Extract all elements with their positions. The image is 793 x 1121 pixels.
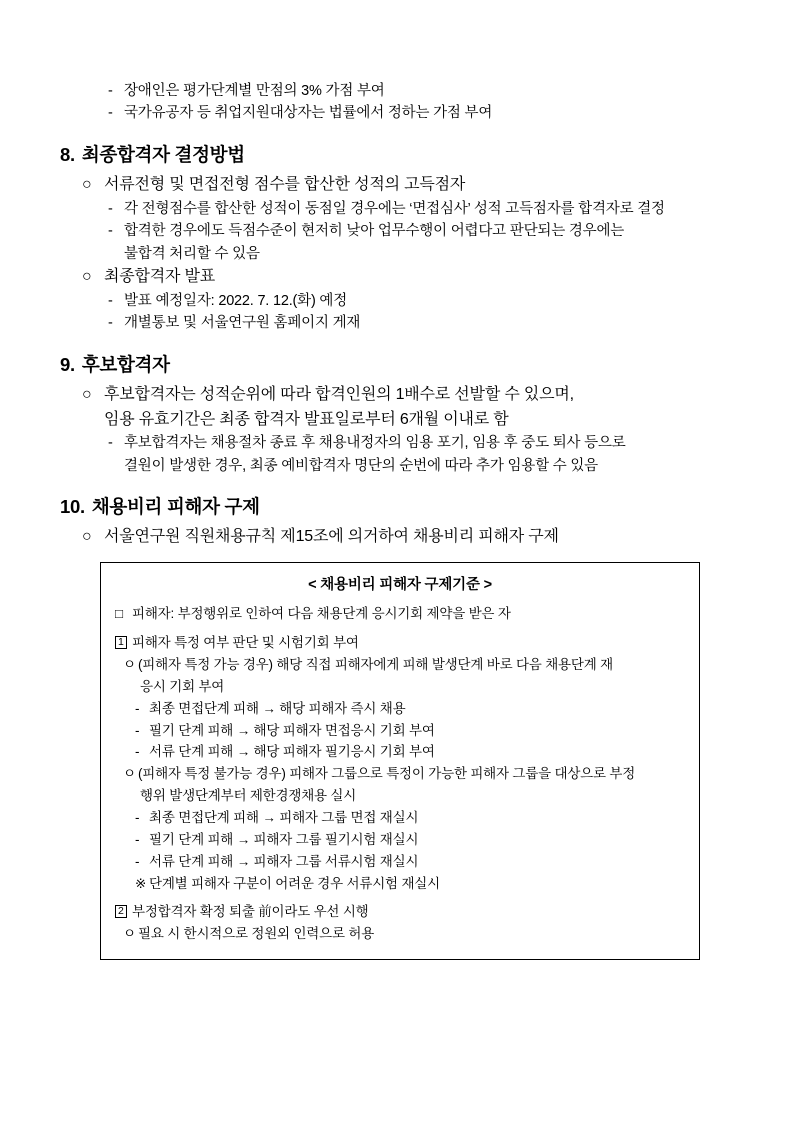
criteria-row-text: 서류 단계 피해 → 피해자 그룹 서류시험 재실시 [149,853,419,869]
criteria-row-text: 피해자 특정 여부 판단 및 시험기회 부여 [132,635,359,651]
criteria-row [123,923,685,945]
dash-marker: - [108,315,113,332]
list-item-text: 서류전형 및 면접전형 점수를 합산한 성적의 고득점자 [104,175,466,193]
list-item-text: 국가유공자 등 취업지원대상자는 법률에서 정하는 가점 부여 [124,105,493,122]
section-number: 8. [60,143,75,165]
circle-marker: ○ [82,385,92,403]
list-item [82,383,740,408]
criteria-row-continuation [140,785,685,807]
dash-marker: - [135,831,140,847]
section-title: 후보합격자 [81,353,170,375]
small-circle-marker: ㅇ [123,766,136,782]
small-circle-marker: ㅇ [123,926,136,942]
criteria-row-text: 응시 기회 부여 [140,678,225,694]
criteria-row-text: 필기 단계 피해 → 해당 피해자 면접응시 기회 부여 [149,722,435,738]
criteria-row [135,698,685,720]
list-item [82,173,740,198]
list-item-text: 서울연구원 직원채용규칙 제15조에 의거하여 채용비리 피해자 구제 [104,528,559,546]
criteria-row [135,720,685,742]
circle-marker: ○ [82,175,92,193]
list-item-continuation: 결원이 발생한 경우, 최종 예비합격자 명단의 순번에 따라 추가 임용할 수 있음 [124,457,598,474]
criteria-row [115,632,685,654]
criteria-row-continuation [140,676,685,698]
section-title: 최종합격자 결정방법 [81,143,245,165]
section-heading-9 [60,351,740,377]
square-marker: □ [115,606,123,622]
list-item-text: 각 전형점수를 합산한 성적이 동점일 경우에는 ‘면접심사’ 성적 고득점자를 합격자로 결정 [124,200,665,217]
list-item [108,312,740,334]
criteria-row-text: 최종 면접단계 피해 → 피해자 그룹 면접 재실시 [149,809,419,825]
criteria-row [135,873,685,895]
list-item-continuation: 불합격 처리할 수 있음 [124,245,260,262]
dash-marker: - [108,105,113,122]
list-item-continuation: 임용 유효기간은 최종 합격자 발표일로부터 6개월 이내로 함 [104,410,509,428]
document-content [60,80,740,960]
dash-marker: - [108,83,113,99]
circle-marker: ○ [82,268,92,286]
spacer [115,894,685,901]
dash-marker: - [135,744,140,760]
criteria-row-text: 최종 면접단계 피해 → 해당 피해자 즉시 채용 [149,700,406,716]
dash-marker: - [135,809,140,825]
criteria-row-text: 부정합격자 확정 퇴출 前이라도 우선 시행 [132,904,369,920]
list-item-text: 발표 예정일자: 2022. 7. 12.(화) 예정 [124,292,348,309]
criteria-row [123,654,685,676]
criteria-row-text: 단계별 피해자 구분이 어려운 경우 서류시험 재실시 [149,875,440,891]
criteria-row-text: 필기 단계 피해 → 피해자 그룹 필기시험 재실시 [149,831,419,847]
reference-marker: ※ [135,875,147,891]
small-circle-marker: ㅇ [123,656,136,672]
numbered-marker: 1 [115,632,132,654]
criteria-row-text: 서류 단계 피해 → 해당 피해자 필기응시 기회 부여 [149,744,435,760]
criteria-row-text: (피해자 특정 가능 경우) 해당 직접 피해자에게 피해 발생단계 바로 다음 채용단계 재 [138,656,613,672]
section-number: 10. [60,496,85,518]
criteria-row [135,851,685,873]
criteria-row [115,603,685,625]
dash-marker: - [108,292,113,309]
list-item [108,198,740,220]
spacer [115,625,685,632]
criteria-row [135,807,685,829]
list-item-text: 개별통보 및 서울연구원 홈페이지 게재 [124,315,361,332]
criteria-row-text: 필요 시 한시적으로 정원외 인력으로 허용 [138,926,375,942]
criteria-row-text: 피해자: 부정행위로 인하여 다음 채용단계 응시기회 제약을 받은 자 [132,606,511,622]
list-item [108,220,740,242]
dash-marker: - [108,223,113,240]
criteria-row-text: 행위 발생단계부터 제한경쟁채용 실시 [140,788,357,804]
list-item [82,265,740,290]
criteria-row [135,741,685,763]
list-item [108,432,740,454]
dash-marker: - [135,700,140,716]
dash-marker: - [108,435,113,452]
list-item-text: 장애인은 평가단계별 만점의 3% 가점 부여 [124,83,385,99]
list-item-text: 최종합격자 발표 [104,268,216,286]
criteria-row [135,829,685,851]
criteria-row [123,763,685,785]
criteria-box-title: < 채용비리 피해자 구제기준 > [308,577,492,594]
section-heading-8 [60,141,740,167]
dash-marker: - [135,853,140,869]
list-item-text: 후보합격자는 채용절차 종료 후 채용내정자의 임용 포기, 임용 후 중도 퇴사 등으로 [124,435,626,452]
criteria-box [100,562,700,960]
criteria-row [115,901,685,923]
criteria-row-text: (피해자 특정 불가능 경우) 피해자 그룹으로 특정이 가능한 피해자 그룹을 대상으로 부정 [138,766,636,782]
dash-marker: - [108,200,113,217]
list-item [108,290,740,312]
list-item [82,525,740,550]
dash-marker: - [135,722,140,738]
list-item-text: 합격한 경우에도 득점수준이 현저히 낮아 업무수행이 어렵다고 판단되는 경우에는 [124,223,625,240]
section-number: 9. [60,353,75,375]
list-item [108,102,740,124]
numbered-marker: 2 [115,901,132,923]
list-item [108,80,740,102]
section-heading-10 [60,493,740,519]
list-item-text: 후보합격자는 성적순위에 따라 합격인원의 1배수로 선발할 수 있으며, [104,385,574,403]
circle-marker: ○ [82,528,92,546]
section-title: 채용비리 피해자 구제 [91,496,260,518]
